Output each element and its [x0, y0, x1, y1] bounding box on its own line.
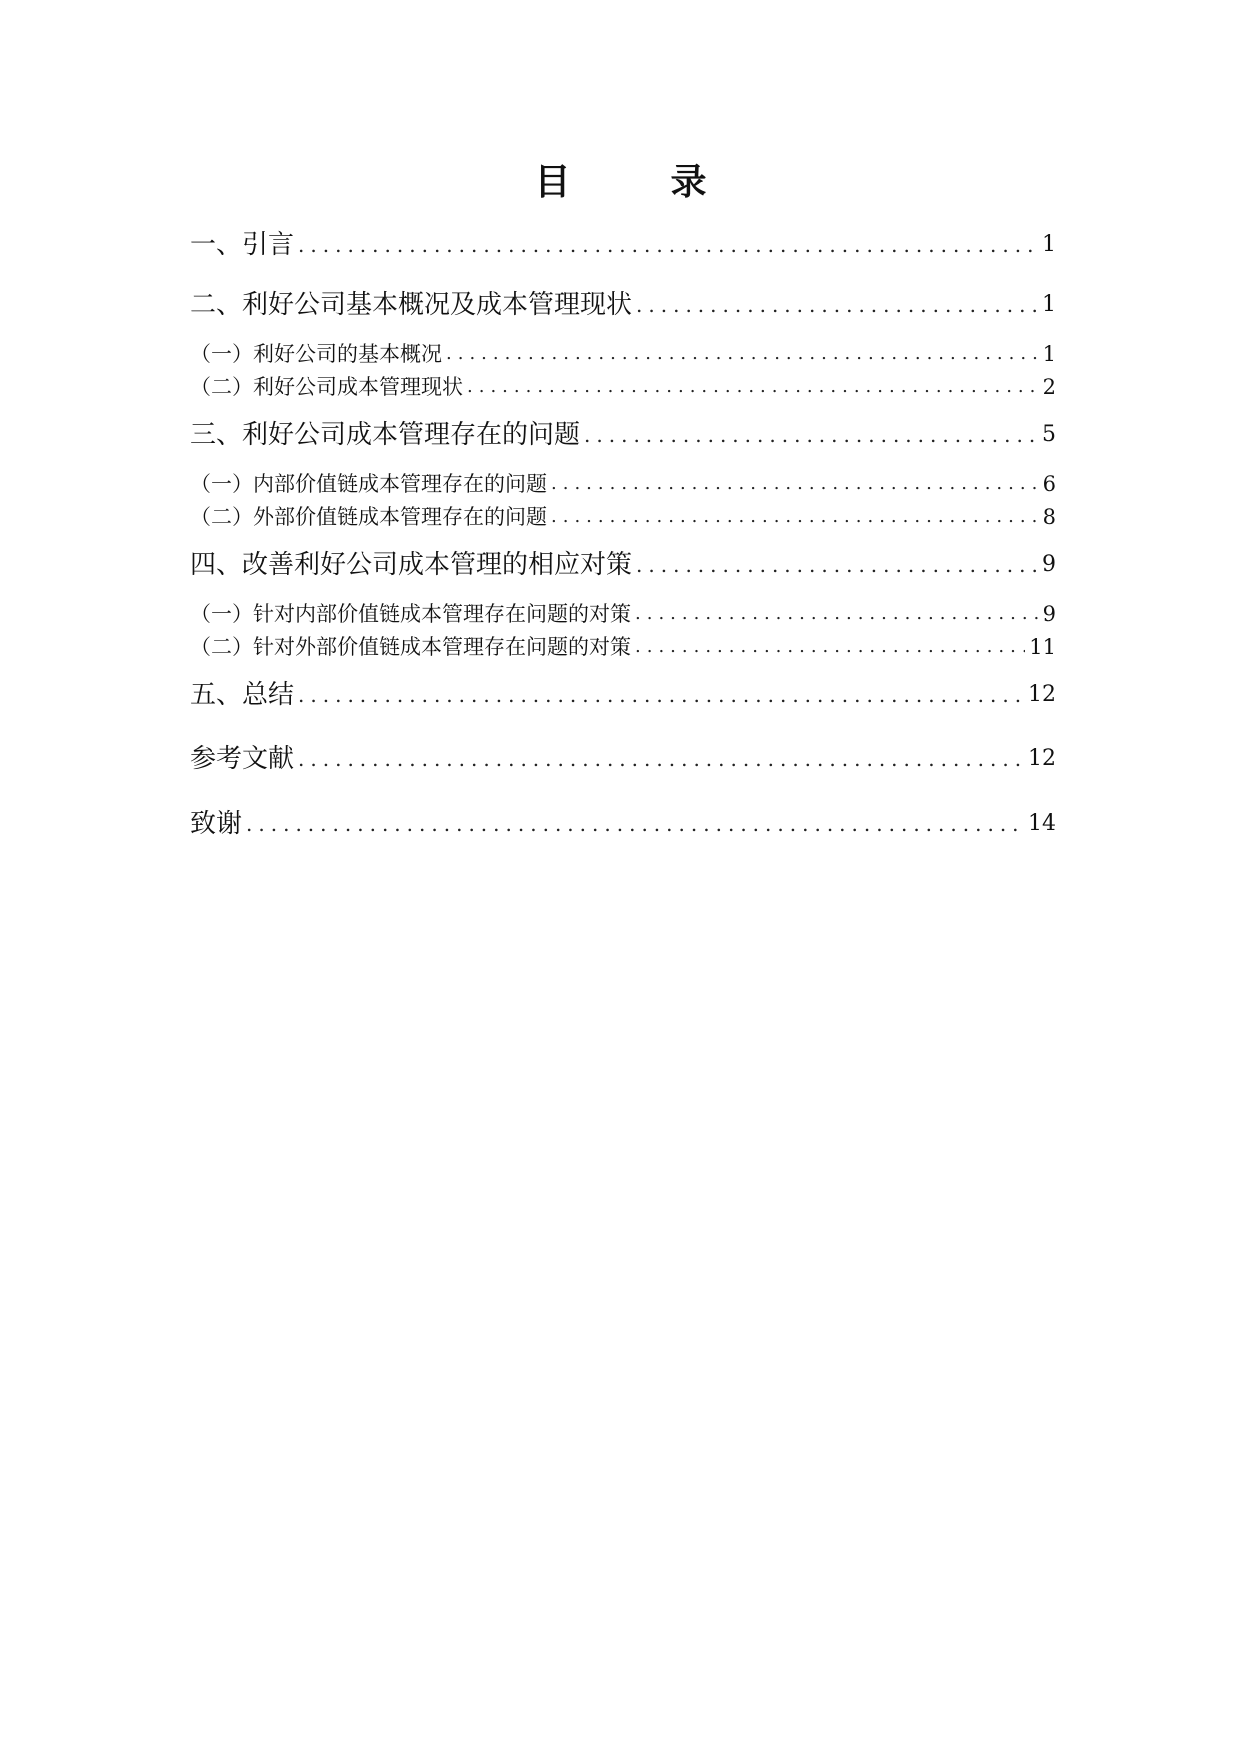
toc-leader-dots — [551, 503, 1039, 531]
toc-entry-text: 四、改善利好公司成本管理的相应对策 — [190, 550, 633, 580]
toc-leader-dots — [584, 418, 1038, 452]
toc-page-number: 9 — [1042, 602, 1056, 626]
toc-entry-text: 三、利好公司成本管理存在的问题 — [190, 420, 581, 450]
toc-entry-text: （一）内部价值链成本管理存在的问题 — [190, 472, 547, 496]
toc-entry-text: 一、引言 — [190, 230, 295, 260]
toc-entry-text: 参考文献 — [190, 744, 295, 774]
toc-entry-section-3-1[interactable] — [190, 470, 1056, 498]
toc-entry-text: （二）外部价值链成本管理存在的问题 — [190, 505, 547, 529]
toc-entry-conclusion[interactable] — [190, 678, 1056, 712]
toc-entry-section-2-2[interactable] — [190, 373, 1056, 401]
toc-page-number: 2 — [1042, 375, 1056, 399]
toc-entry-references[interactable] — [190, 742, 1056, 776]
toc-entry-text: 二、利好公司基本概况及成本管理现状 — [190, 290, 633, 320]
toc-page-number: 11 — [1029, 635, 1056, 659]
toc-entry-text: 五、总结 — [190, 680, 295, 710]
toc-page-number: 12 — [1028, 682, 1056, 707]
toc-page-number: 1 — [1042, 232, 1056, 257]
toc-entry-section-3-2[interactable] — [190, 503, 1056, 531]
toc-entry-acknowledgements[interactable] — [190, 807, 1056, 841]
toc-leader-dots — [636, 548, 1038, 582]
toc-entry-text: （二）利好公司成本管理现状 — [190, 375, 463, 399]
toc-leader-dots — [635, 633, 1025, 661]
toc-leader-dots — [467, 373, 1039, 401]
toc-leader-dots — [551, 470, 1039, 498]
toc-entry-text: （一）针对内部价值链成本管理存在问题的对策 — [190, 602, 631, 626]
toc-page-number: 1 — [1042, 342, 1056, 366]
toc-page-number: 6 — [1042, 472, 1056, 496]
toc-page-number: 12 — [1028, 746, 1056, 771]
toc-entry-text: （二）针对外部价值链成本管理存在问题的对策 — [190, 635, 631, 659]
toc-leader-dots — [298, 228, 1038, 262]
toc-entry-section-4[interactable] — [190, 548, 1056, 582]
toc-leader-dots — [446, 340, 1039, 368]
toc-entry-section-4-2[interactable] — [190, 633, 1056, 661]
toc-entry-text: 致谢 — [190, 809, 243, 839]
toc-page-number: 14 — [1028, 811, 1056, 836]
toc-page-number: 5 — [1042, 422, 1056, 447]
toc-page-number: 8 — [1042, 505, 1056, 529]
toc-title: 目 录 — [534, 161, 739, 203]
toc-leader-dots — [636, 288, 1038, 322]
toc-entry-section-2-1[interactable] — [190, 340, 1056, 368]
toc-leader-dots — [298, 678, 1024, 712]
toc-leader-dots — [246, 807, 1024, 841]
toc-leader-dots — [298, 742, 1024, 776]
toc-entry-introduction[interactable] — [190, 228, 1056, 262]
toc-entry-section-4-1[interactable] — [190, 600, 1056, 628]
toc-entry-text: （一）利好公司的基本概况 — [190, 342, 442, 366]
toc-leader-dots — [635, 600, 1039, 628]
toc-page-number: 1 — [1042, 292, 1056, 317]
toc-page-number: 9 — [1042, 552, 1056, 577]
toc-entry-section-2[interactable] — [190, 288, 1056, 322]
toc-entry-section-3[interactable] — [190, 418, 1056, 452]
